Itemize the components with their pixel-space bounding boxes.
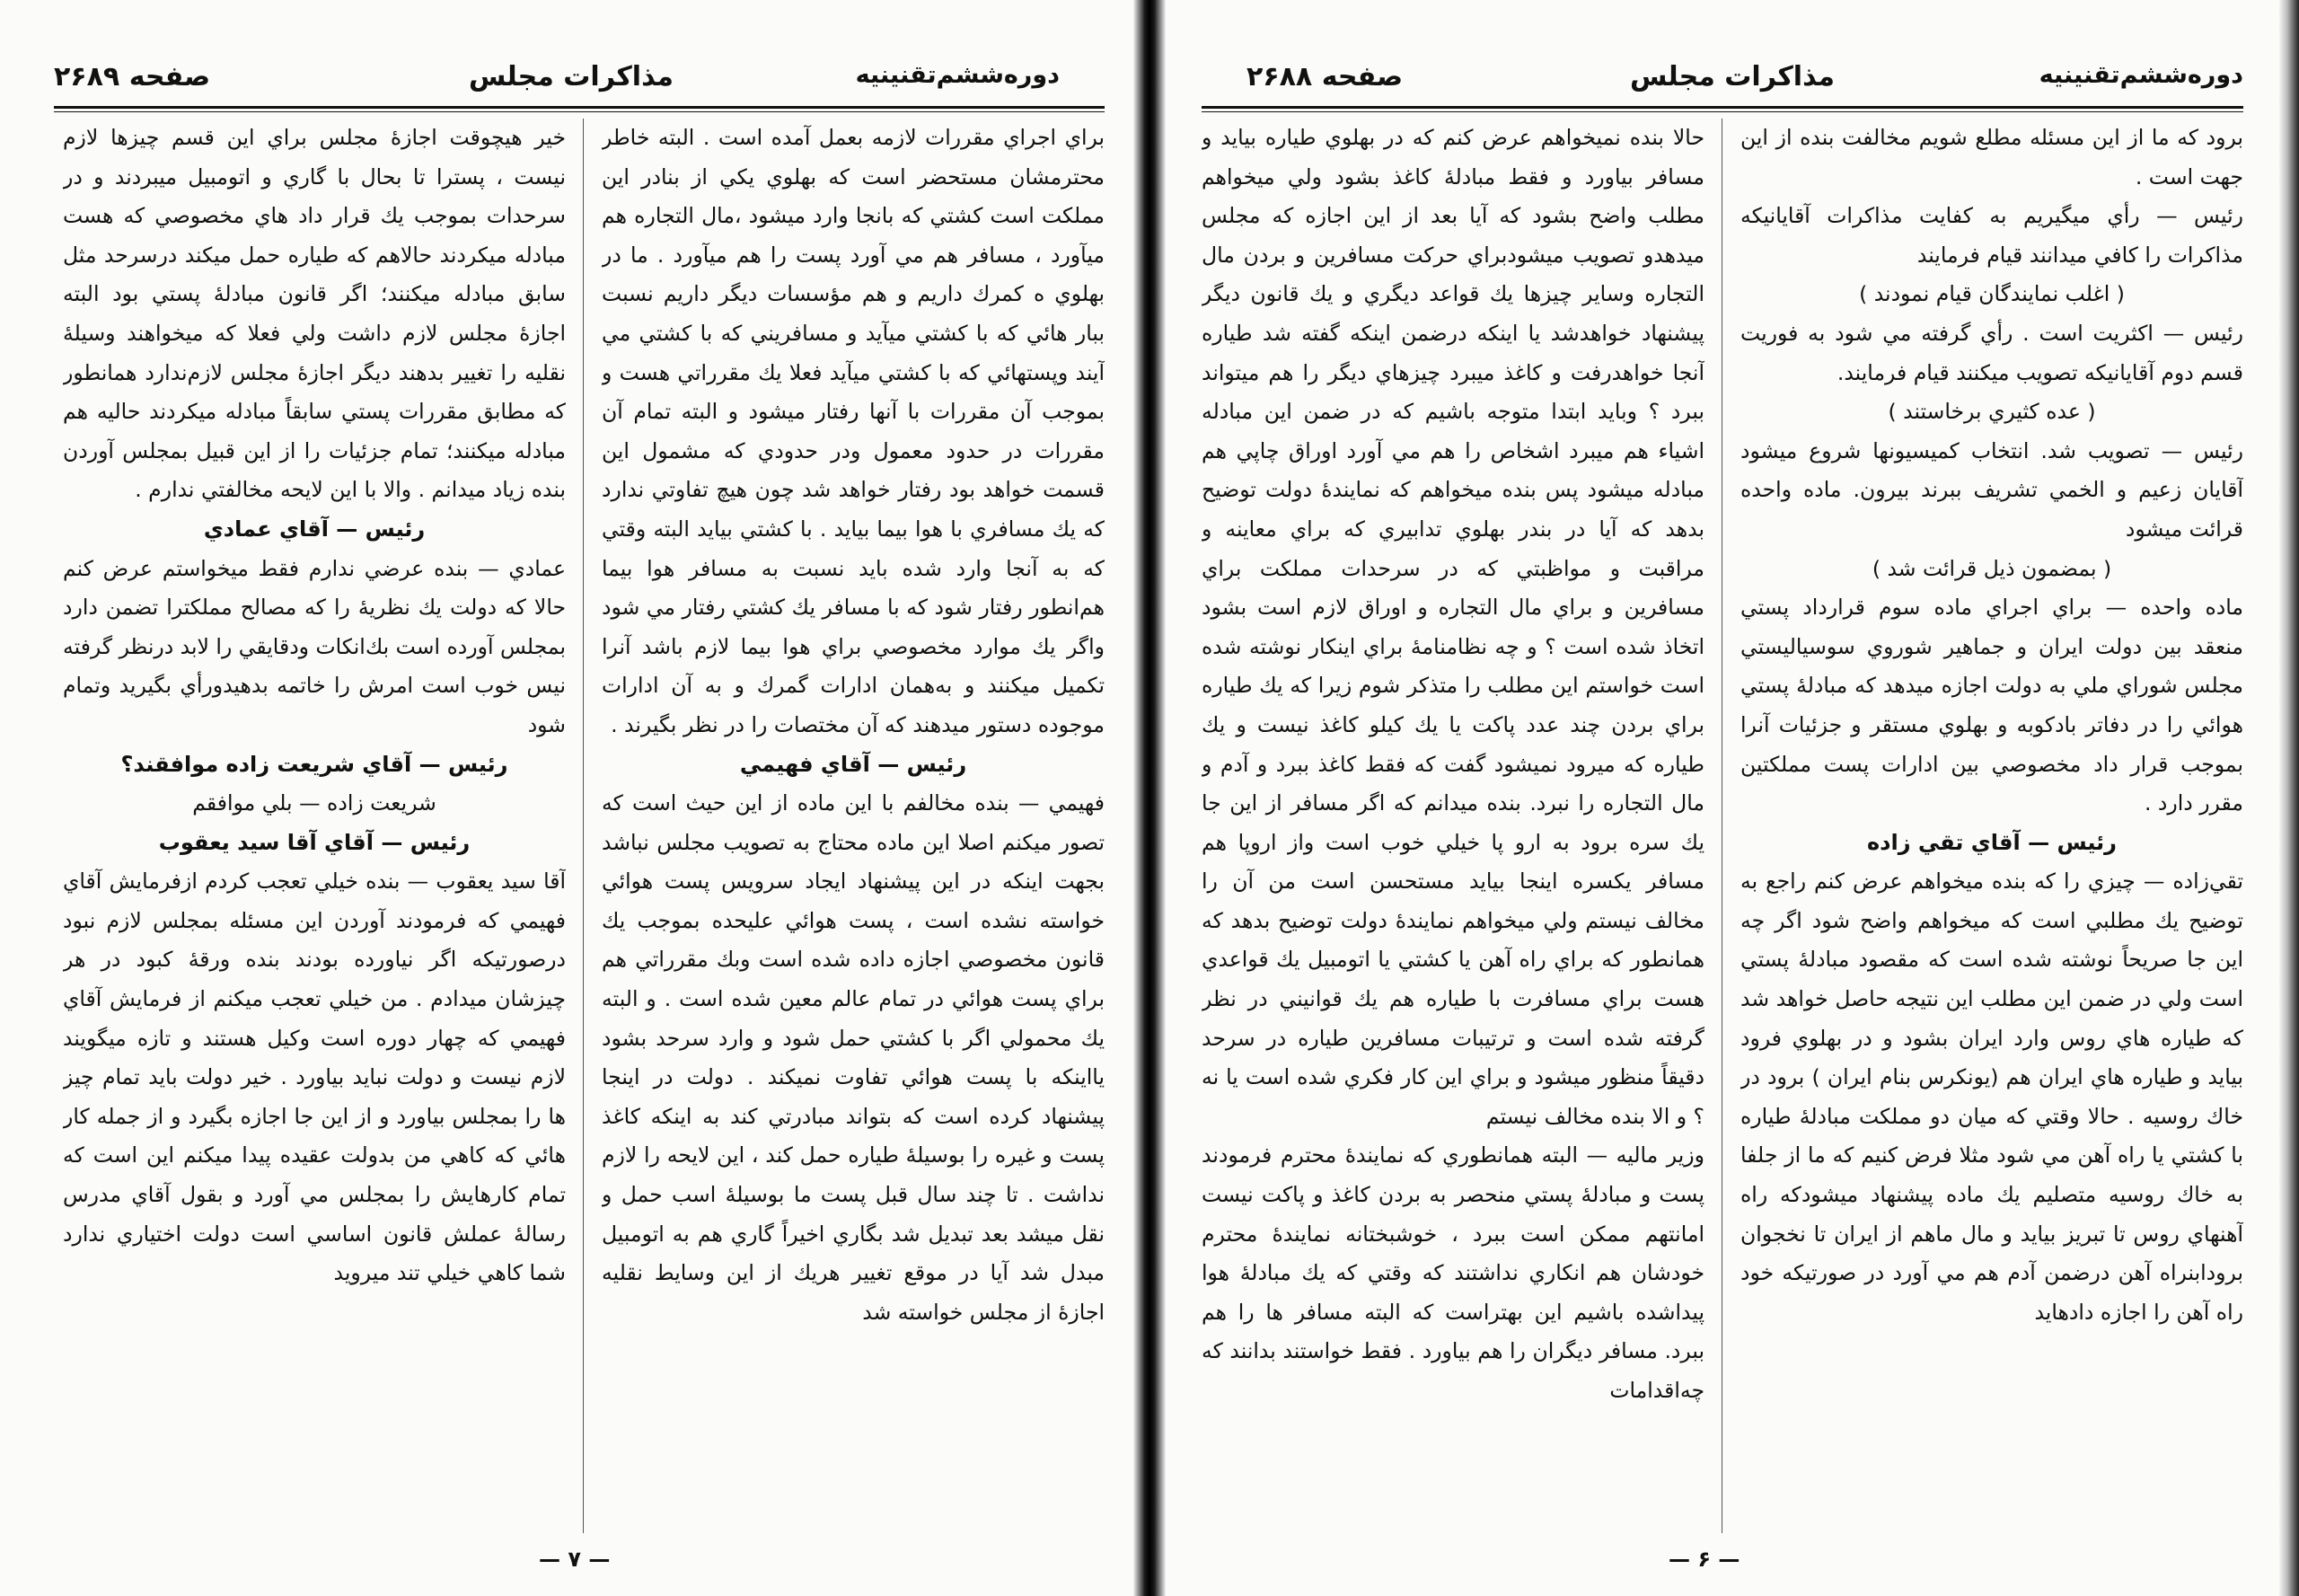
paragraph: آقا سيد يعقوب — بنده خيلي تعجب کردم ازفرمايش آقاي فهيمي که فرمودند آوردن اين مسئله بمجلس لازم نبود درصورتيکه اگر نياورده بودند بنده ورقهٔ کبود در هر چيزشان ميدادم . من خيلي تعجب ميکنم از فرمايش آقاي فهيمي که چهار دوره است وکيل هستند و تازه ميگويند لازم نيست و دولت نبايد بياورد . خير دولت بايد تمام چيز ها را بمجلس بياورد و از اين جا اجازه بگيرد و از جمله کار هائي که کاهي من بدولت عقيده پيدا ميکنم اين است که تمام کارهايش را بمجلس مي آورد و بقول آقاي مدرس رسالهٔ عملش قانون اساسي است دولت اختياري ندارد شما کاهي خيلي تند ميرويد <box>63 869 566 1286</box>
paragraph: فهيمي — بنده مخالفم با اين ماده از اين حيث است که تصور ميکنم اصلا اين ماده محتاج به تصويب مجلس نباشد بجهت اينکه در اين پيشنهاد ايجاد سرويس پست هوائي خواسته نشده است ، پست هوائي عليحده بموجب يك قانون مخصوصي اجازه داده شده است وبك مقرراتي هم براي پست هوائي در تمام عالم معين شده است . و البته يك محمولي اگر با کشتي حمل شود و وارد سرحد بشود يااينکه با پست هوائي تفاوت نميکند . دولت در اينجا پيشنهاد کرده است که بتواند مبادرتي کند به اينکه کاغذ پست و غيره را بوسيلهٔ طياره حمل کند ، اين لايحه را لازم نداشت . تا چند سال قبل پست ما بوسيلهٔ اسب حمل و نقل ميشد بعد تبديل شد بگاري اخيراً گاري هم به اتومبيل مبدل شد آيا در موقع تغيير هريك از اين وسايط نقليه اجازهٔ از مجلس خواسته شد <box>602 790 1105 1325</box>
speaker-heading: رئيس — آقاي عمادي <box>203 516 426 542</box>
speaker-heading: رئيس — آقاي آقا سيد يعقوب <box>158 829 471 855</box>
paragraph: عمادي — بنده عرضي ندارم فقط ميخواستم عرض کنم حالا که دولت يك نظريهٔ را که مصالح مملکترا تضمن دارد بمجلس آورده است بك‌انکات ودقايقي را لابد درنظر گرفته‌ نيس خوب است امرش را خاتمه بدهيدورأي بگيريد وتمام شود <box>63 555 566 737</box>
paragraph: خير هيچوقت اجازهٔ مجلس براي اين قسم چيزها لازم نيست ، پسترا تا بحال با گاري و اتومبيل ميبردند و در سرحدات بموجب يك قرار داد هاي مخصوصي که هست مبادله ميکردند حالاهم که طياره حمل ميکند درسرحد مثل سابق مبادله ميکنند؛ اگر قانون مبادلهٔ پستي بود البته اجازهٔ مجلس لازم داشت ولي فعلا که ميخواهند وسيلهٔ نقليه را تغيير بدهند ديگر اجازهٔ مجلس لازم‌ندارد همانطور که مطابق مقررات پستي سابقاً مبادله ميکردند حاليه هم مبادله ميکنند؛ تمام جزئيات را از اين قبيل بمجلس آوردن بنده زياد ميدانم . والا با اين لايحه مخالفتي ندارم . <box>63 125 566 503</box>
right-header-term: دوره‌ششم‌تقنینیه <box>2039 61 2243 89</box>
paragraph: رئيس — تصويب شد. انتخاب کميسيونها شروع ميشود آقايان زعيم و الخمي تشريف ببرند بيرون. ماده واحده قرائت ميشود <box>1740 437 2243 542</box>
left-page-right-column <box>602 119 1105 1533</box>
speaker-heading: رئيس — آقاي فهيمي <box>739 751 967 777</box>
right-page-left-column <box>1202 119 1704 1533</box>
centered-note: ( بمضمون ذيل قرائت شد ) <box>1872 555 2112 581</box>
left-page-column-divider <box>583 119 584 1533</box>
speaker-heading: رئيس — آقاي تقي زاده <box>1866 829 2117 855</box>
left-header-page-number: صفحه ۲۶۸۹ <box>54 61 211 93</box>
book-gutter <box>1133 0 1166 1596</box>
paragraph: تقي‌زاده — چيزي را که بنده ميخواهم عرض کنم راجع به توضيح يك مطلبي است که ميخواهم واضح شود اگر چه اين جا صريحاً نوشته شده است که مقصود مبادلهٔ پستي است ولي در ضمن اين مطلب اين نتيجه حاصل خواهد شد که طياره هاي روس وارد ايران بشود و در بهلوي فرود بيايد و طياره هاي ايران هم (يونكرس بنام ايران ) برود در خاك روسيه . حالا وقتي كه ميان دو مملكت مبادلهٔ طياره با كشتي يا راه آهن مي شود مثلا فرض كنيم كه ما از جلفا به خاك روسيه متصليم يك ماده پيشنهاد ميشودكه راه آهنهاي روس تا تبريز بيايد و مال ماهم از ايران تا نخجوان برودابنراه آهن درضمن آدم هم مي آورد در صورتيكه خود راه آهن را اجازه دادهايد <box>1740 869 2243 1325</box>
left-header-title: مذاکرات مجلس <box>468 61 674 93</box>
speaker-heading: رئيس — آقاي شريعت زاده موافقند؟ <box>120 751 508 777</box>
page-edge-shadow <box>2279 0 2299 1596</box>
left-page <box>0 0 1133 1596</box>
paragraph: برود که ما از اين مسئله مطلع شويم مخالفت بنده از اين جهت است . <box>1740 125 2243 190</box>
right-header-title: مذاکرات مجلس <box>1629 61 1835 93</box>
right-page-columns <box>1202 119 2243 1533</box>
paragraph: وزير ماليه — البته همانطوري كه نمايندهٔ محترم فرمودند پست و مبادلهٔ پستي منحصر به بردن كاغذ و پاكت نيست امانتهم ممكن است ببرد ، خوشبختانه نمايندهٔ محترم خودشان هم انكاري نداشتند كه وقتي كه يك مبادلهٔ هوا پيداشده باشيم اين بهتراست كه البته مسافر ها را هم ببرد. مسافر ديگران را هم بياورد . فقط خواستند بدانند كه چه‌اقدامات <box>1202 1142 1704 1403</box>
centered-note: ( عده کثيري برخاستند ) <box>1888 399 2096 425</box>
paragraph: رئيس — اکثريت است . رأي گرفته مي شود به فوريت قسم دوم آقايانيکه تصويب ميکنند قيام فرمايند. <box>1740 320 2243 385</box>
right-page-footer: — ۶ — <box>1669 1547 1740 1572</box>
left-header-term: دوره‌ششم‌تقنینیه <box>855 61 1060 89</box>
left-page-header <box>54 52 1105 102</box>
right-page <box>1166 0 2279 1596</box>
paragraph: حالا بنده نميخواهم عرض كنم كه در بهلوي طياره بيايد و مسافر بياورد و فقط مبادلهٔ كاغذ بشود ولي ميخواهم مطلب واضح بشود كه آيا بعد از اين اجازه كه مجلس ميدهدو تصويب ميشودبراي حركت مسافرين و بردن مال التجاره وساير چيزها يك قواعد ديگري و يك قانون ديگر پيشنهاد خواهدشد يا اينكه درضمن اينكه گفته شد طياره آنجا خواهدرفت و كاغذ ميبرد چيزهاي ديگر را هم ميتواند ببرد ؟ وبايد ابتدا متوجه باشيم كه در ضمن اين مبادله اشياء هم ميبرد اشخاص را هم مي آورد اوراق چاپي هم مبادله ميشود پس بنده ميخواهم كه نمايندهٔ دولت توضيح بدهد كه آيا در بندر بهلوي تدابيري كه براي معاينه و مراقبت و مواظبتي كه در سرحدات مملكت براي مسافرين و براي مال التجاره و اوراق لازم است بشود اتخاذ شده است ؟ و چه نظامنامهٔ براي اينكار نوشته شده است خواستم اين مطلب را متذكر شوم زيرا كه يك طياره براي بردن چند عدد پاكت يا يك كيلو كاغذ نيست و يك طياره كه ميرود نميشود گفت كه فقط كاغذ ببرد و آدم و مال التجاره را نبرد. بنده ميدانم كه اگر مسافر از اين جا يك سره برود به ارو پا خيلي خوب است واز اروپا هم مسافر يكسره اينجا بيايد مستحسن است من آن را مخالف نيستم ولي ميخواهم نمايندهٔ دولت توضيح بدهد كه همانطور كه براي راه آهن يا كشتي يا اتومبيل يك قواعدي هست براي مسافرت با طياره هم يك قوانيني در نظر گرفته شده است و ترتيبات مسافرين طياره در سرحد دقيقاً منظور ميشود و براي اين كار فكري شده است يا نه ؟ و الا بنده مخالف نيستم <box>1202 125 1704 1129</box>
right-header-page-number: صفحه ۲۶۸۸ <box>1246 61 1404 93</box>
paragraph: براي اجراي مقررات لازمه بعمل آمده است . البته خاطر محترمشان مستحضر است که بهلوي يکي از بنادر اين مملکت است کشتي كه بانجا وارد ميشود ،مال التجاره هم ميآورد ، مسافر هم مي آورد پست را هم ميآورد . ما در بهلوي ه کمرك داريم و هم مؤسسات ديگر داريم نسبت ببار هائي که با کشتي ميآيد و مسافريني که با کشتي مي آيند وپستهائي که با کشتي ميآيد فعلا يك مقرراتي هست و بموجب آن مقررات با آنها رفتار ميشود و البته تمام آن مقررات در حدود معمول ودر حدودي كه مشمول اين قسمت خواهد بود رفتار خواهد شد چون هيچ تفاوتي ندارد که يك مسافري با هوا بيما بيايد . با کشتي بيايد البته وقتي که به آنجا وارد شده بايد نسبت به مسافر هوا بيما هم‌انطور رفتار شود که با مسافر يك کشتي رفتار مي شود واگر يك موارد مخصوصي براي هوا بيما لازم باشد آنرا تکميل ميکنند و به‌همان ادارات گمرك و به آن ادارات موجوده دستور ميدهند كه آن مختصات را در نظر بگيرند . <box>602 125 1105 737</box>
right-page-right-column <box>1740 119 2243 1533</box>
right-header-rule-thin <box>1202 111 2243 112</box>
right-header-rule <box>1202 106 2243 109</box>
left-page-left-column <box>63 119 566 1533</box>
paragraph: رئيس — رأي ميگيريم به کفايت مذاکرات آقايانيکه مذاکرات را کافي ميدانند قيام فرمايند <box>1740 203 2243 268</box>
paragraph: ماده واحده — براي اجراي ماده سوم قرارداد پستي منعقد بين دولت ايران و جماهير شوروي سوسياليستي مجلس شوراي ملي به دولت اجازه ميدهد که مبادلهٔ پستي هوائي را در دفاتر بادکوبه و بهلوي مستقر و جزئيات آنرا بموجب قرار داد مخصوصي بين ادارات پست مملکتين مقرر دارد . <box>1740 595 2243 816</box>
right-page-header <box>1202 52 2243 102</box>
left-page-columns <box>63 119 1105 1533</box>
centered-note: شريعت زاده — بلي موافقم <box>192 790 436 816</box>
centered-note: ( اغلب نمايندگان قيام نمودند ) <box>1859 281 2125 307</box>
left-page-footer: — ۷ — <box>539 1547 611 1572</box>
left-header-rule-thin <box>54 111 1105 112</box>
left-header-rule <box>54 106 1105 109</box>
